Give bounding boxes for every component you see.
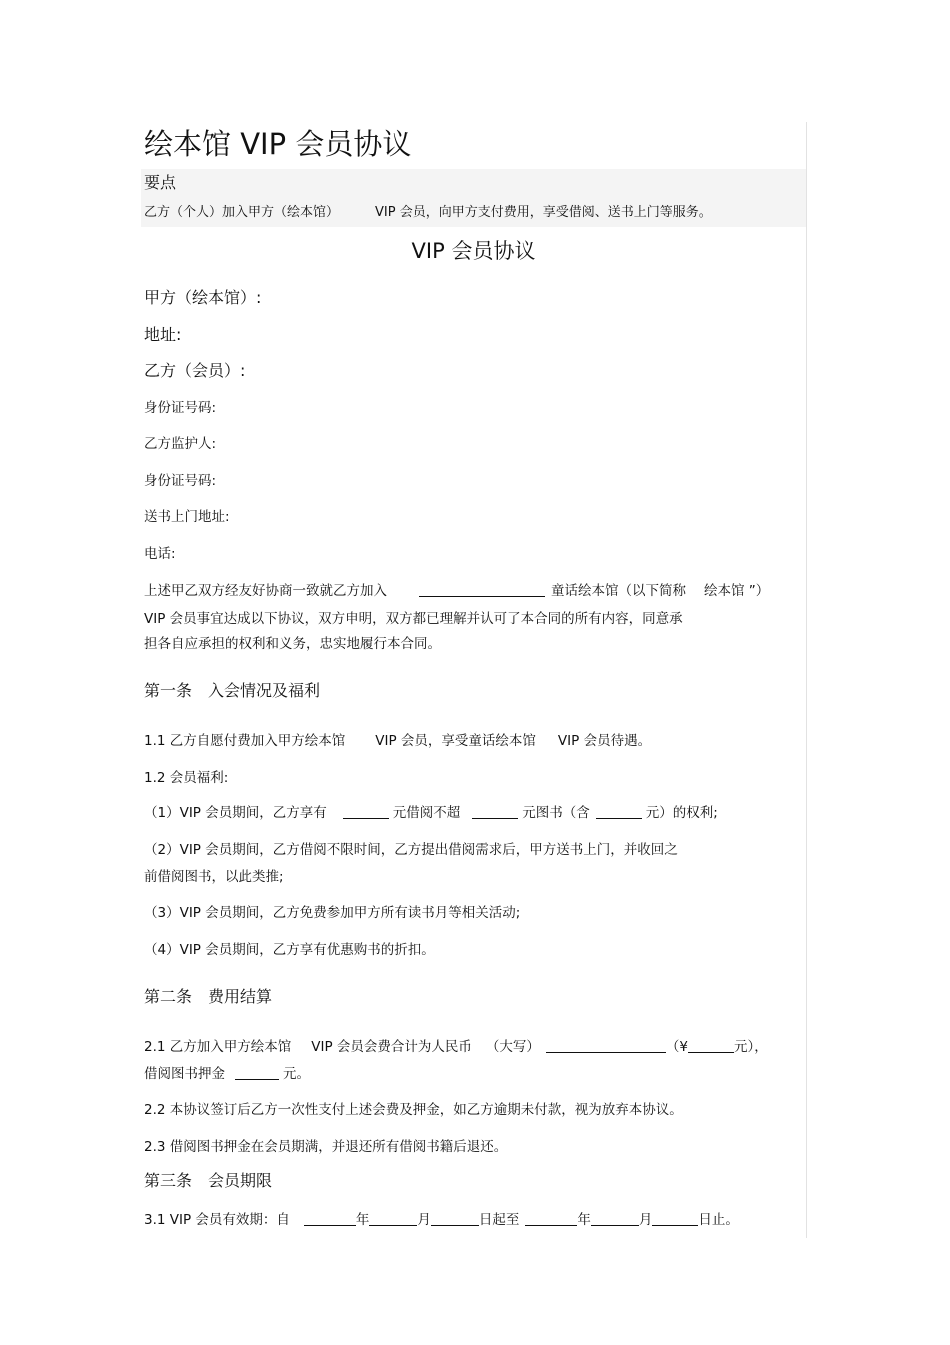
library-name-blank — [419, 582, 545, 597]
guardian-id-label: 身份证号码: — [144, 473, 217, 489]
fee-words-blank — [546, 1038, 666, 1053]
end-day-label: 日止。 — [698, 1212, 739, 1228]
start-day-label: 日起至 — [478, 1212, 520, 1228]
clause-2-1-g: 元。 — [283, 1066, 310, 1082]
clause-1-2: 1.2 会员福利: — [144, 770, 229, 786]
clause-1-1-b: VIP 会员，享受童话绘本馆 — [375, 733, 536, 749]
benefit-4: （4）VIP 会员期间，乙方享有优惠购书的折扣。 — [144, 942, 435, 958]
end-day-blank — [652, 1211, 698, 1226]
benefit-3: （3）VIP 会员期间，乙方免费参加甲方所有读书月等相关活动; — [144, 905, 521, 921]
deposit-blank — [235, 1065, 279, 1080]
clause-2-1-e: 元）， — [734, 1039, 768, 1055]
address-label: 地址: — [144, 325, 182, 344]
included-blank — [596, 804, 642, 819]
clause-2-1-d: （¥ — [665, 1039, 689, 1055]
id-number-label: 身份证号码: — [144, 400, 217, 416]
end-year-blank — [525, 1211, 577, 1226]
document-title: 绘本馆 VIP 会员协议 — [144, 127, 412, 161]
article-2-heading: 第二条 费用结算 — [144, 987, 273, 1006]
clause-3-1-a: 3.1 VIP 会员有效期：自 — [144, 1212, 290, 1228]
clause-2-1-line-2 — [144, 1064, 310, 1084]
fee-number-blank — [688, 1038, 734, 1053]
phone-label: 电话: — [144, 546, 176, 562]
clause-2-2: 2.2 本协议签订后乙方一次性支付上述会费及押金，如乙方逾期未付款，视为放弃本协议。 — [144, 1102, 683, 1118]
guardian-label: 乙方监护人: — [144, 436, 217, 452]
party-b-label: 乙方（会员）: — [144, 361, 246, 380]
benefit-1-a: （1）VIP 会员期间，乙方享有 — [144, 805, 327, 821]
start-year-label: 年 — [355, 1212, 370, 1228]
summary-label: 要点 — [144, 173, 177, 192]
clause-2-1-b: VIP 会员会费合计为人民币 — [311, 1039, 472, 1055]
benefit-1-b: 元借阅不超 — [392, 805, 461, 821]
benefit-1-c: 元图书（含 — [522, 805, 590, 821]
right-margin-rule — [806, 122, 807, 1238]
preamble-line-3: 担各自应承担的权利和义务，忠实地履行本合同。 — [144, 636, 441, 652]
preamble-text-b: 童话绘本馆（以下简称 — [551, 583, 686, 599]
party-a-label: 甲方（绘本馆）: — [144, 288, 262, 307]
benefit-1 — [144, 803, 718, 823]
clause-2-3: 2.3 借阅图书押金在会员期满，并退还所有借阅书籍后退还。 — [144, 1139, 508, 1155]
preamble-text-a: 上述甲乙双方经友好协商一致就乙方加入 — [144, 583, 387, 599]
start-month-label: 月 — [417, 1212, 431, 1228]
limit-blank — [472, 804, 518, 819]
summary-text — [144, 203, 712, 223]
end-month-blank — [591, 1211, 639, 1226]
end-month-label: 月 — [638, 1212, 653, 1228]
end-year-label: 年 — [577, 1212, 591, 1228]
clause-2-1-f: 借阅图书押金 — [144, 1066, 225, 1082]
clause-3-1 — [144, 1210, 739, 1230]
clause-1-1-c: VIP 会员待遇。 — [557, 733, 652, 749]
summary-text-b: VIP 会员，向甲方支付费用，享受借阅、送书上门等服务。 — [375, 205, 712, 220]
agreement-title: VIP 会员协议 — [411, 239, 536, 263]
clause-2-1-line-1 — [144, 1037, 768, 1057]
preamble-line-1 — [144, 581, 769, 601]
clause-2-1-a: 2.1 乙方加入甲方绘本馆 — [144, 1039, 292, 1055]
start-month-blank — [369, 1211, 417, 1226]
clause-1-1-a: 1.1 乙方自愿付费加入甲方绘本馆 — [144, 733, 346, 749]
clause-1-1 — [144, 731, 651, 751]
article-1-heading: 第一条 入会情况及福利 — [144, 681, 321, 700]
article-3-heading: 第三条 会员期限 — [144, 1171, 273, 1190]
delivery-address-label: 送书上门地址: — [144, 509, 230, 525]
preamble-text-c: 绘本馆 ”） — [704, 583, 770, 599]
start-day-blank — [431, 1211, 479, 1226]
benefit-1-d: 元）的权利; — [645, 805, 718, 821]
benefit-2-line-1: （2）VIP 会员期间，乙方借阅不限时间，乙方提出借阅需求后，甲方送书上门，并收回之 — [144, 842, 678, 858]
clause-2-1-c: （大写） — [485, 1039, 540, 1055]
preamble-line-2: VIP 会员事宜达成以下协议，双方申明，双方都已理解并认可了本合同的所有内容，同意承 — [144, 611, 683, 627]
summary-text-a: 乙方（个人）加入甲方（绘本馆） — [144, 205, 340, 220]
amount-blank — [343, 804, 389, 819]
benefit-2-line-2: 前借阅图书，以此类推; — [144, 869, 284, 885]
start-year-blank — [304, 1211, 356, 1226]
